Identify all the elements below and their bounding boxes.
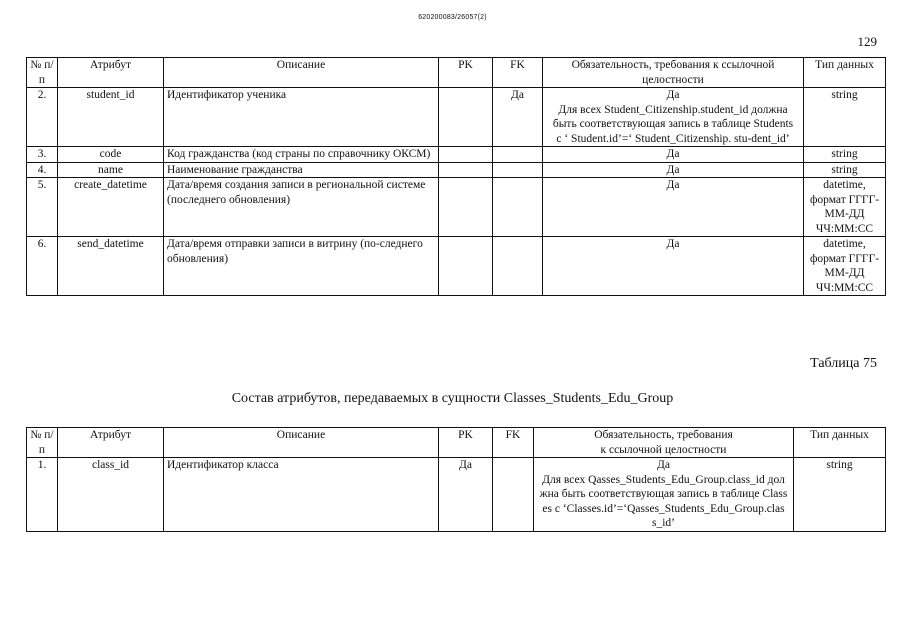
cell-attribute: class_id [58,458,164,532]
cell-num: 3. [27,147,58,163]
table-row [27,162,886,178]
cell-fk [493,458,534,532]
cell-pk [439,88,493,147]
cell-pk [439,237,493,296]
cell-required [543,88,804,147]
cell-num: 4. [27,162,58,178]
table-title: Состав атрибутов, передаваемых в сущности Classes_Students_Edu_Group [231,391,674,406]
header-pk: PK [439,428,493,458]
cell-description: Код гражданства (код страны по справочнику ОКСМ) [164,147,439,163]
cell-required: Да [543,237,804,296]
header-attribute: Атрибут [58,428,164,458]
attributes-table-classes-students-edu-group [26,427,886,532]
header-type: Тип данных [804,58,886,88]
integrity-requirement: Для всех Qasses_Students_Edu_Group.class_id должна быть соответствующая запись в таблице Classes с ‘Classes.id’=‘Qasses_Students_Edu_Group.clas s_id’ [539,473,788,529]
table-header-row [27,58,886,88]
header-required: Обязательность, требования к ссылочной целостности [543,58,804,88]
header-attribute: Атрибут [58,58,164,88]
table-row [27,458,886,532]
cell-required: Да [543,162,804,178]
table-row [27,178,886,237]
header-num: № п/п [27,58,58,88]
cell-attribute: name [58,162,164,178]
cell-description: Идентификатор класса [164,458,439,532]
cell-attribute: send_datetime [58,237,164,296]
cell-pk [439,147,493,163]
cell-attribute: create_datetime [58,178,164,237]
cell-fk: Да [493,88,543,147]
cell-num: 2. [27,88,58,147]
table-row [27,88,886,147]
required-flag: Да [657,459,670,471]
cell-attribute: student_id [58,88,164,147]
header-fk: FK [493,428,534,458]
cell-num: 1. [27,458,58,532]
cell-description: Дата/время отправки записи в витрину (по-следнего обновления) [164,237,439,296]
cell-description: Дата/время создания записи в региональной системе (последнего обновления) [164,178,439,237]
cell-fk [493,162,543,178]
header-pk: PK [439,58,493,88]
header-required-line-2: к ссылочной целостности [600,443,727,456]
cell-required: Да [543,178,804,237]
table-row [27,237,886,296]
cell-fk [493,237,543,296]
header-required-line-1: Обязательность, требования [594,429,733,441]
header-type: Тип данных [794,428,886,458]
cell-num: 6. [27,237,58,296]
cell-num: 5. [27,178,58,237]
cell-fk [493,178,543,237]
integrity-requirement: Для всех Student_Citizenship.student_id должна быть соответствующая запись в таблице Students с ‘ Student.id’=‘ Student_Citizenship. stu-dent_id’ [552,103,794,145]
header-required [534,428,794,458]
cell-required: Да [543,147,804,163]
document-id: 620200083/26057(2) [418,14,487,21]
cell-pk [439,162,493,178]
cell-pk: Да [439,458,493,532]
page-number: 129 [857,34,877,49]
attributes-table-continued [26,57,886,296]
header-num: № п/п [27,428,58,458]
table-header-row [27,428,886,458]
table-caption: Таблица 75 [810,356,877,371]
cell-type: datetime, формат ГГГГ-ММ-ДД ЧЧ:ММ:СС [804,237,886,296]
cell-fk [493,147,543,163]
cell-pk [439,178,493,237]
cell-attribute: code [58,147,164,163]
required-flag: Да [666,89,680,101]
cell-description: Идентификатор ученика [164,88,439,147]
cell-type: string [804,162,886,178]
cell-type: string [804,147,886,163]
cell-type: datetime, формат ГГГГ-ММ-ДД ЧЧ:ММ:СС [804,178,886,237]
cell-type: string [794,458,886,532]
table-row [27,147,886,163]
header-description: Описание [164,428,439,458]
cell-type: string [804,88,886,147]
header-description: Описание [164,58,439,88]
header-fk: FK [493,58,543,88]
cell-required [534,458,794,532]
cell-description: Наименование гражданства [164,162,439,178]
